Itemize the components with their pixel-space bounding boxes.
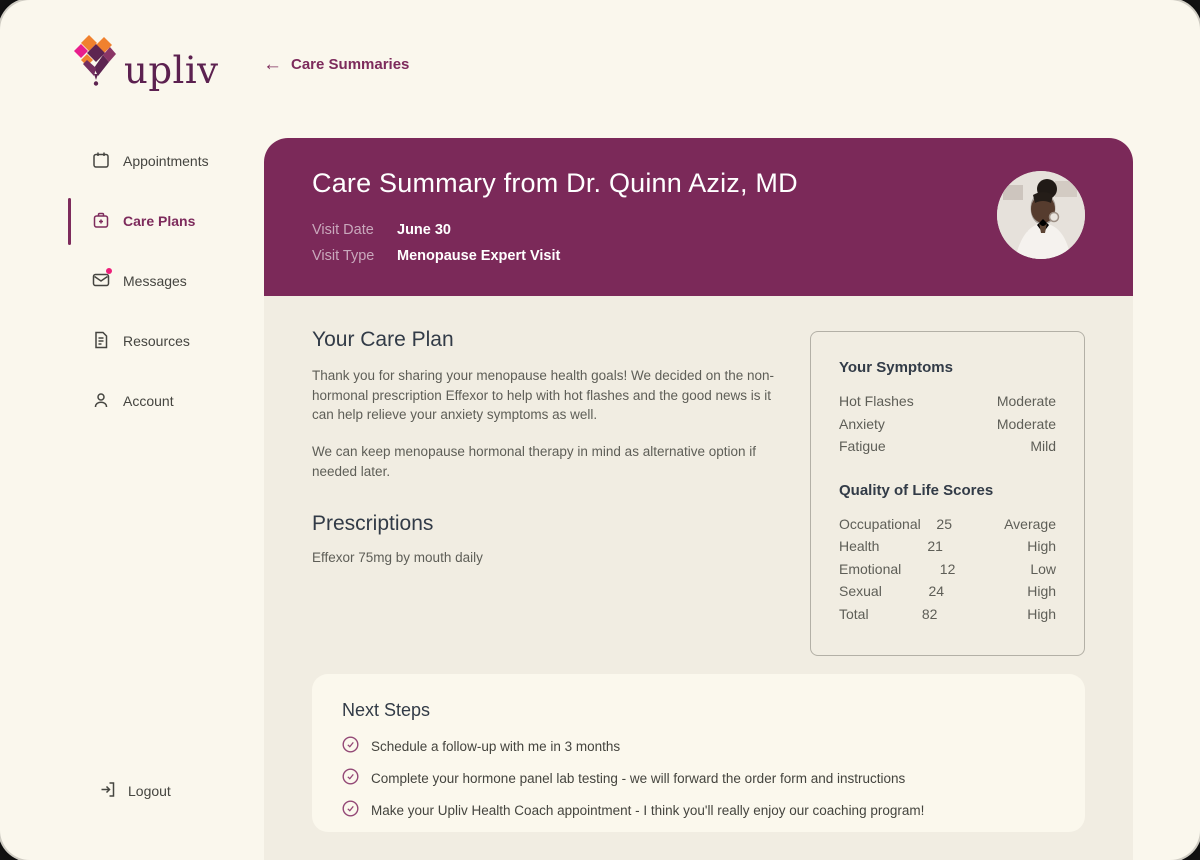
care-plan-section — [264, 296, 1133, 860]
document-icon — [92, 331, 110, 352]
care-kit-icon — [92, 211, 110, 232]
visit-date-label: Visit Date — [312, 222, 374, 238]
care-plan-heading: Your Care Plan — [312, 328, 454, 351]
sidebar-item-appointments[interactable] — [92, 149, 242, 173]
visit-date-value: June 30 — [397, 222, 451, 238]
visit-type-row — [312, 248, 560, 264]
care-plan-block — [312, 328, 782, 565]
calendar-icon — [92, 151, 110, 172]
sidebar-item-resources[interactable] — [92, 329, 242, 353]
next-step-item — [342, 800, 1055, 820]
symptom-row — [839, 390, 1056, 413]
visit-type-value: Menopause Expert Visit — [397, 248, 561, 264]
logo-wordmark: upliv — [124, 49, 219, 92]
next-step-item — [342, 768, 1055, 788]
sidebar-item-account[interactable] — [92, 389, 242, 413]
breadcrumb-label: Care Summaries — [291, 56, 410, 73]
check-circle-icon[interactable] — [342, 736, 359, 756]
qol-score: 25 — [936, 515, 952, 532]
upliv-logo[interactable] — [74, 34, 219, 93]
symptom-severity: Moderate — [996, 393, 1056, 409]
person-icon — [92, 391, 110, 412]
qol-row — [839, 535, 1056, 558]
qol-rating: Low — [1030, 560, 1057, 577]
symptoms-card — [810, 331, 1085, 656]
logout-button[interactable] — [100, 781, 171, 801]
qol-row — [839, 513, 1056, 536]
qol-rating: High — [1027, 538, 1057, 554]
symptom-row — [839, 435, 1056, 458]
visit-date-row — [312, 222, 560, 238]
qol-score: 24 — [928, 583, 945, 599]
doctor-avatar — [997, 171, 1085, 259]
qol-row — [839, 603, 1056, 626]
care-plan-paragraph: Thank you for sharing your menopause health goals! We decided on the non-hormonal prescription Effexor to help with hot flashes and the good news is it can help relieve your anxiety symptoms as well. — [312, 368, 775, 423]
unread-badge — [106, 268, 112, 274]
qol-name: Sexual — [839, 583, 882, 599]
check-circle-icon[interactable] — [342, 800, 359, 820]
prescriptions-heading: Prescriptions — [312, 511, 434, 535]
next-step-item — [342, 736, 1055, 756]
qol-name: Occupational — [839, 515, 921, 532]
qol-rating: High — [1027, 583, 1057, 599]
symptom-name: Fatigue — [839, 438, 886, 454]
symptom-severity: Mild — [1030, 438, 1056, 454]
qol-score: 12 — [939, 560, 956, 577]
qol-name: Total — [839, 605, 869, 622]
sidebar-nav — [92, 149, 242, 449]
qol-name: Emotional — [839, 560, 902, 577]
sidebar-item-label: Appointments — [123, 153, 209, 169]
logout-label: Logout — [128, 783, 171, 799]
symptom-name: Anxiety — [839, 415, 885, 432]
next-step-text: Complete your hormone panel lab testing - we will forward the order form and instructions — [371, 770, 906, 786]
symptom-row — [839, 413, 1056, 436]
qol-name: Health — [839, 538, 880, 554]
sidebar-item-label: Care Plans — [123, 213, 196, 229]
logout-icon — [100, 781, 117, 801]
page-title: Care Summary from Dr. Quinn Aziz, MD — [312, 168, 798, 198]
next-step-text: Schedule a follow-up with me in 3 months — [371, 738, 621, 754]
balloon-logo-icon — [74, 34, 118, 93]
sidebar-item-label: Messages — [123, 273, 187, 289]
care-summary-header — [264, 138, 1133, 296]
active-item-indicator — [68, 198, 71, 245]
mail-icon — [92, 271, 110, 292]
qol-heading: Quality of Life Scores — [839, 481, 994, 499]
qol-score: 82 — [921, 605, 938, 622]
qol-score: 21 — [927, 538, 943, 554]
visit-info — [312, 222, 560, 274]
qol-rating: Average — [1004, 515, 1056, 532]
qol-row — [839, 580, 1056, 603]
next-steps-card — [312, 674, 1085, 832]
prescription-item: Effexor 75mg by mouth daily — [312, 549, 483, 565]
qol-row — [839, 558, 1056, 581]
sidebar-item-messages[interactable] — [92, 269, 242, 293]
qol-rating: High — [1027, 605, 1056, 622]
symptom-name: Hot Flashes — [839, 393, 914, 409]
sidebar-item-label: Account — [123, 393, 174, 409]
breadcrumb[interactable] — [263, 55, 409, 74]
check-circle-icon[interactable] — [342, 768, 359, 788]
symptoms-heading: Your Symptoms — [839, 359, 953, 376]
sidebar-item-care-plans[interactable] — [92, 209, 242, 233]
care-plan-paragraph: We can keep menopause hormonal therapy in mind as alternative option if needed later. — [312, 444, 757, 479]
symptom-severity: Moderate — [996, 415, 1056, 432]
sidebar-item-label: Resources — [123, 333, 190, 349]
next-step-text: Make your Upliv Health Coach appointment - I think you'll really enjoy our coaching program! — [371, 802, 925, 818]
back-arrow-icon: ← — [263, 54, 282, 75]
visit-type-label: Visit Type — [312, 248, 375, 264]
next-steps-heading: Next Steps — [342, 700, 431, 720]
